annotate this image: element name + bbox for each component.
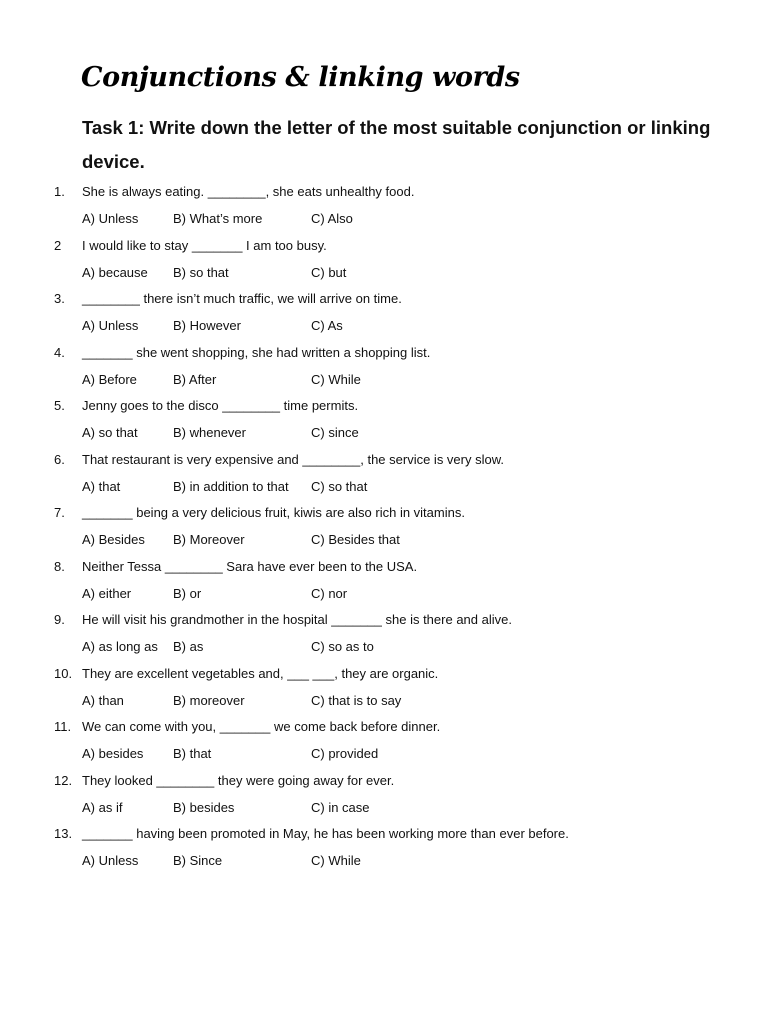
question-number: 12. (54, 772, 73, 788)
question-item (0, 447, 768, 501)
question-number: 11. (54, 719, 72, 734)
option-b: B) or (173, 585, 202, 601)
option-b: B) Since (173, 853, 223, 868)
question-item (0, 768, 768, 822)
question-item (0, 661, 768, 715)
option-c: C) but (311, 264, 347, 280)
option-c: C) nor (311, 585, 348, 601)
option-c: C) that is to say (311, 692, 402, 708)
option-b: B) What’s more (173, 211, 263, 226)
task-instruction: Task 1: Write down the letter of the most suitable conjunction or linking device. (82, 117, 711, 172)
question-item (0, 340, 768, 394)
question-number: 5. (54, 398, 65, 413)
option-a: A) Unless (82, 211, 139, 226)
option-c: C) provided (311, 746, 379, 761)
question-text: _______ being a very delicious fruit, kiwis are also rich in vitamins. (82, 505, 465, 520)
option-c: C) Besides that (311, 532, 400, 547)
question-number: 3. (54, 291, 65, 306)
option-c: C) so as to (311, 639, 374, 654)
question-text: ________ there isn’t much traffic, we will arrive on time. (82, 291, 402, 306)
option-a: A) Besides (82, 532, 145, 547)
option-a: A) either (82, 585, 132, 601)
option-a: A) Before (82, 371, 137, 387)
option-b: B) besides (173, 799, 235, 815)
option-a: A) Unless (82, 318, 139, 333)
question-item (0, 500, 768, 554)
question-item (0, 714, 768, 768)
question-number: 7. (54, 505, 65, 520)
option-a: A) besides (82, 746, 144, 761)
question-item (0, 233, 768, 287)
option-a: A) so that (82, 425, 138, 440)
question-number: 6. (54, 451, 65, 467)
question-number: 9. (54, 612, 65, 627)
question-text: _______ having been promoted in May, he has been working more than ever before. (82, 826, 569, 841)
question-text: Neither Tessa ________ Sara have ever been to the USA. (82, 558, 418, 574)
option-c: C) Also (311, 211, 353, 226)
question-text: He will visit his grandmother in the hospital _______ she is there and alive. (82, 612, 512, 627)
option-b: B) After (173, 371, 217, 387)
option-b: B) Moreover (173, 532, 245, 547)
option-a: A) as long as (82, 639, 158, 654)
question-text: She is always eating. ________, she eats unhealthy food. (82, 184, 415, 199)
question-text: _______ she went shopping, she had written a shopping list. (82, 344, 431, 360)
option-b: B) in addition to that (173, 478, 289, 494)
option-a: A) because (82, 264, 148, 280)
question-number: 1. (54, 184, 65, 199)
question-item (0, 179, 768, 233)
question-number: 2 (54, 237, 62, 253)
question-item (0, 554, 768, 608)
option-a: A) that (82, 478, 121, 494)
option-c: C) so that (311, 478, 368, 494)
question-text: They looked ________ they were going away for ever. (82, 772, 395, 788)
question-item (0, 286, 768, 340)
option-b: B) However (173, 318, 241, 333)
option-c: C) in case (311, 799, 370, 815)
option-c: C) While (311, 853, 361, 868)
question-number: 8. (54, 558, 65, 574)
option-b: B) that (173, 746, 212, 761)
question-item (0, 607, 768, 661)
question-text: Jenny goes to the disco ________ time permits. (82, 398, 359, 413)
option-b: B) moreover (173, 692, 245, 708)
question-number: 4. (54, 344, 65, 360)
option-b: B) as (173, 639, 204, 654)
question-text: We can come with you, _______ we come back before dinner. (82, 719, 441, 734)
option-b: B) so that (173, 264, 229, 280)
question-item (0, 393, 768, 447)
question-text: They are excellent vegetables and, ___ ___, they are organic. (82, 665, 439, 681)
question-text: I would like to stay _______ I am too busy. (82, 237, 327, 253)
option-a: A) as if (82, 799, 123, 815)
question-number: 10. (54, 665, 73, 681)
option-b: B) whenever (173, 425, 246, 440)
worksheet-title: Conjunctions & linking words (81, 62, 520, 93)
option-a: A) than (82, 692, 124, 708)
option-a: A) Unless (82, 853, 139, 868)
option-c: C) While (311, 371, 361, 387)
question-text: That restaurant is very expensive and ________, the service is very slow. (82, 451, 504, 467)
question-list (0, 179, 768, 875)
option-c: C) As (311, 318, 343, 333)
option-c: C) since (311, 425, 359, 440)
question-number: 13. (54, 826, 73, 841)
question-item (0, 821, 768, 875)
